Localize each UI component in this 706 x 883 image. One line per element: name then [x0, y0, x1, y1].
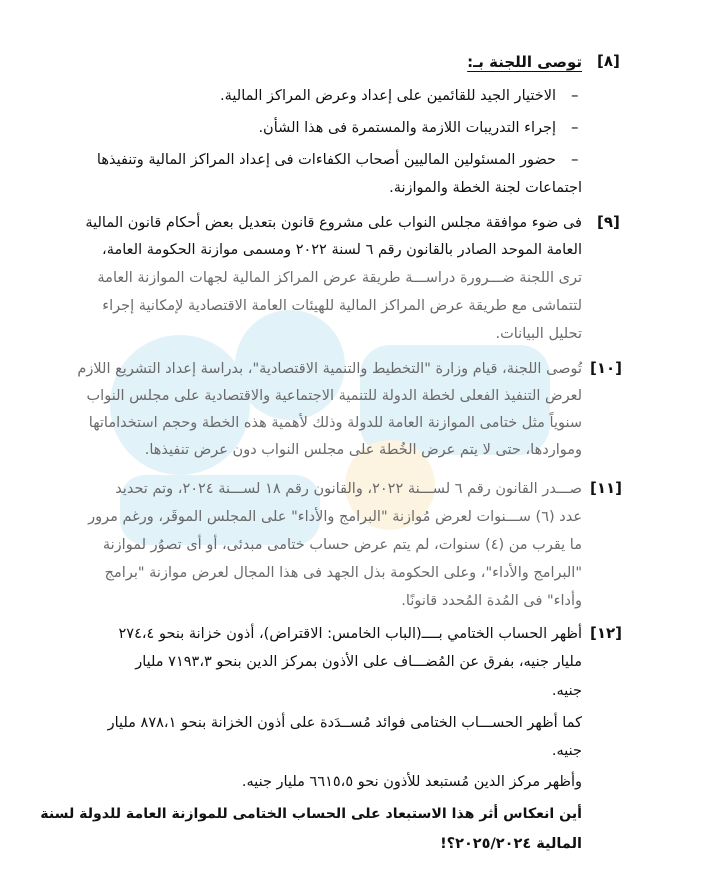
section-12-line-2: مليار جنيه، بفرق عن المُضـــاف على الأذون بمركز الدين بنحو ٧١٩٣،٣ مليار	[135, 654, 582, 670]
section-12-line-1: أظهر الحساب الختامي بــــ(الباب الخامس: الاقتراض)، أذون خزانة بنحو ٢٧٤،٤	[118, 626, 582, 642]
section-10-line-3: سنوياً مثل ختامى الموازنة العامة للدولة وذلك لأهمية هذه الخطة وحجم استخداماتها	[88, 415, 582, 431]
section-8-item-2: إجراء التدريبات اللازمة والمستمرة فى هذا الشأن.	[258, 120, 556, 136]
section-8-title: توصى اللجنة بـ:	[467, 53, 582, 71]
section-11-line-4: "البرامج والأداء"، وعلى الحكومة بذل الجهد فى هذا المجال لعرض موازنة "برامج	[104, 565, 582, 581]
section-10-line-1: تُوصى اللجنة، قيام وزارة "التخطيط والتنمية الاقتصادية"، بدراسة إعداد التشريع اللازم	[77, 361, 582, 377]
section-10-number: [١٠]	[590, 359, 623, 377]
section-10-line-4: ومواردها، حتى لا يتم عرض الخُطة على مجلس النواب دون عرض تنفيذها.	[144, 442, 582, 458]
section-8-item-3-cont: اجتماعات لجنة الخطة والموازنة.	[389, 180, 582, 196]
section-9-line-2: العامة الموحد الصادر بالقانون رقم ٦ لسنة ٢٠٢٢ ومسمى موازنة الحكومة العامة،	[102, 242, 582, 258]
section-11-number: [١١]	[590, 479, 623, 497]
section-12-line-4: كما أظهر الحســـاب الختامى فوائد مُســدَدة على أذون الخزانة بنحو ٨٧٨،١ مليار	[107, 715, 582, 731]
section-12-number: [١٢]	[590, 624, 623, 642]
section-9-number: [٩]	[597, 213, 620, 231]
bullet-dash: –	[571, 86, 579, 104]
section-8-number: [٨]	[597, 52, 620, 70]
section-11-line-2: عدد (٦) ســـنوات لعرض مُوازنة "البرامج والأداء" على المجلس الموقَر، ورغم مرور	[88, 509, 582, 525]
section-9-line-4: لتتماشى مع طريقة عرض المراكز المالية للهيئات العامة الاقتصادية لإمكانية إجراء	[102, 298, 582, 314]
section-10-line-2: لعرض التنفيذ الفعلى لخطة الدولة للتنمية الاجتماعية والاقتصادية على مجلس النواب	[86, 388, 582, 404]
section-9-line-5: تحليل البيانات.	[495, 326, 582, 342]
section-8-item-1: الاختيار الجيد للقائمين على إعداد وعرض المراكز المالية.	[220, 88, 556, 104]
section-12-question-2: المالية ٢٠٢٥/٢٠٢٤؟!	[440, 836, 582, 852]
section-11-line-5: وأداء" فى المُدة المُحدد قانونًا.	[401, 593, 582, 609]
section-9-line-3: ترى اللجنة ضـــرورة دراســـة طريقة عرض المراكز المالية لجهات الموازنة العامة	[97, 270, 582, 286]
section-12-question-1: أين انعكاس أثر هذا الاستبعاد على الحساب الختامى للموازنة العامة للدولة لسنة	[40, 806, 582, 822]
section-8-item-3: حضور المسئولين الماليين أصحاب الكفاءات فى إعداد المراكز المالية وتنفيذها	[96, 152, 556, 168]
section-11-line-3: ما يقرب من (٤) سنوات، لم يتم عرض حساب ختامى مبدئى، أو أى تصوُر لموازنة	[102, 537, 582, 553]
section-9-line-1: فى ضوء موافقة مجلس النواب على مشروع قانون بتعديل بعض أحكام قانون المالية	[85, 215, 582, 231]
section-12-line-5: جنيه.	[551, 743, 582, 759]
bullet-dash: –	[571, 118, 579, 136]
section-12-line-6: وأظهر مركز الدين مُستبعد للأذون نحو ٦٦١٥،٥ مليار جنيه.	[241, 774, 582, 790]
section-12-line-3: جنيه.	[551, 683, 582, 699]
section-11-line-1: صـــدر القانون رقم ٦ لســـنة ٢٠٢٢، والقانون رقم ١٨ لســـنة ٢٠٢٤، وتم تحديد	[115, 481, 582, 497]
bullet-dash: –	[571, 150, 579, 168]
